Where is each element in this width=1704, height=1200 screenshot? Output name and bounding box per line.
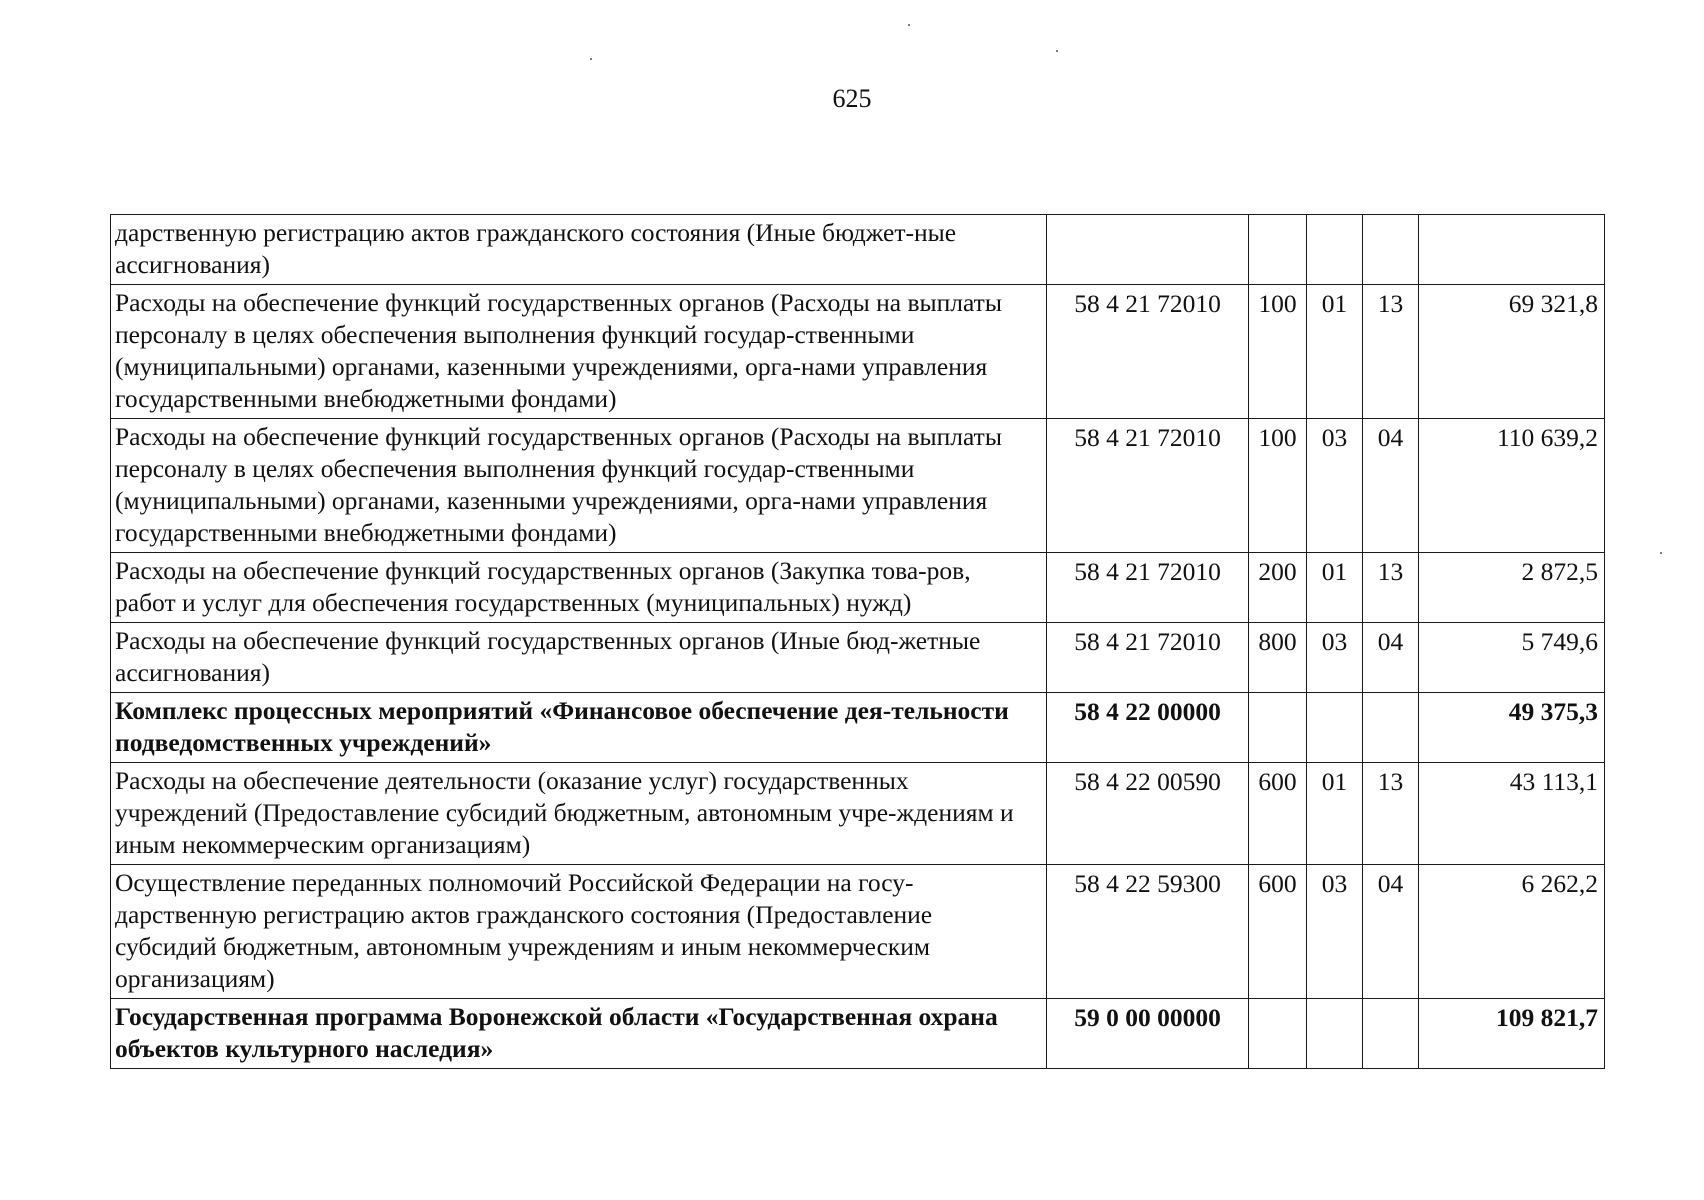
row-amount: 109 821,7	[1419, 999, 1605, 1069]
row-section: 03	[1307, 865, 1363, 999]
row-section: 03	[1307, 623, 1363, 693]
row-subsection: 13	[1363, 285, 1419, 419]
row-subsection: 13	[1363, 553, 1419, 623]
row-amount: 2 872,5	[1419, 553, 1605, 623]
row-expense-type: 100	[1249, 419, 1307, 553]
scan-speck	[590, 58, 592, 60]
row-subsection	[1363, 693, 1419, 763]
row-section	[1307, 693, 1363, 763]
row-description: Государственная программа Воронежской области «Государственная охрана объектов культурного наследия»	[111, 999, 1047, 1069]
row-expense-type: 200	[1249, 553, 1307, 623]
row-target-code: 59 0 00 00000	[1047, 999, 1249, 1069]
budget-table	[110, 214, 1605, 1069]
row-amount: 110 639,2	[1419, 419, 1605, 553]
table-row	[111, 419, 1605, 553]
row-target-code: 58 4 21 72010	[1047, 553, 1249, 623]
table-row	[111, 215, 1605, 285]
row-amount: 43 113,1	[1419, 763, 1605, 865]
table-row	[111, 553, 1605, 623]
row-description: Расходы на обеспечение функций государственных органов (Закупка това-ров, работ и услуг для обеспечения государственных (муниципальных) нужд)	[111, 553, 1047, 623]
row-subsection: 04	[1363, 623, 1419, 693]
row-section: 03	[1307, 419, 1363, 553]
table-row	[111, 623, 1605, 693]
table-row	[111, 763, 1605, 865]
row-description: Расходы на обеспечение деятельности (оказание услуг) государственных учреждений (Предоставление субсидий бюджетным, автономным учре-ждениям и иным некоммерческим организациям)	[111, 763, 1047, 865]
scan-speck	[908, 24, 910, 26]
row-target-code: 58 4 22 00000	[1047, 693, 1249, 763]
row-target-code: 58 4 21 72010	[1047, 419, 1249, 553]
table-row-state-program	[111, 999, 1605, 1069]
row-description: Осуществление переданных полномочий Российской Федерации на госу-дарственную регистрацию актов гражданского состояния (Предоставление субсидий бюджетным, автономным учреждениям и иным некоммерческим организациям)	[111, 865, 1047, 999]
row-description: Расходы на обеспечение функций государственных органов (Расходы на выплаты персоналу в целях обеспечения выполнения функций государ-ственными (муниципальными) органами, казенными учреждениями, орга-нами управления государственными внебюджетными фондами)	[111, 285, 1047, 419]
row-section: 01	[1307, 553, 1363, 623]
row-target-code: 58 4 21 72010	[1047, 285, 1249, 419]
row-expense-type	[1249, 693, 1307, 763]
row-target-code: 58 4 22 00590	[1047, 763, 1249, 865]
row-expense-type: 600	[1249, 763, 1307, 865]
row-subsection	[1363, 215, 1419, 285]
row-description: Расходы на обеспечение функций государственных органов (Иные бюд-жетные ассигнования)	[111, 623, 1047, 693]
row-section: 01	[1307, 285, 1363, 419]
budget-table-body	[111, 215, 1605, 1069]
row-amount	[1419, 215, 1605, 285]
row-expense-type: 600	[1249, 865, 1307, 999]
row-description: Комплекс процессных мероприятий «Финансовое обеспечение дея-тельности подведомственных учреждений»	[111, 693, 1047, 763]
row-expense-type: 100	[1249, 285, 1307, 419]
row-section: 01	[1307, 763, 1363, 865]
row-section	[1307, 999, 1363, 1069]
row-subsection	[1363, 999, 1419, 1069]
row-expense-type	[1249, 215, 1307, 285]
row-description: дарственную регистрацию актов гражданского состояния (Иные бюджет-ные ассигнования)	[111, 215, 1047, 285]
row-target-code	[1047, 215, 1249, 285]
table-row	[111, 285, 1605, 419]
row-description: Расходы на обеспечение функций государственных органов (Расходы на выплаты персоналу в целях обеспечения выполнения функций государ-ственными (муниципальными) органами, казенными учреждениями, орга-нами управления государственными внебюджетными фондами)	[111, 419, 1047, 553]
row-subsection: 04	[1363, 419, 1419, 553]
table-row	[111, 865, 1605, 999]
row-amount: 5 749,6	[1419, 623, 1605, 693]
table-row-program-complex	[111, 693, 1605, 763]
row-subsection: 04	[1363, 865, 1419, 999]
row-amount: 6 262,2	[1419, 865, 1605, 999]
row-expense-type: 800	[1249, 623, 1307, 693]
row-expense-type	[1249, 999, 1307, 1069]
row-target-code: 58 4 22 59300	[1047, 865, 1249, 999]
row-amount: 69 321,8	[1419, 285, 1605, 419]
scan-speck	[1056, 50, 1058, 52]
row-subsection: 13	[1363, 763, 1419, 865]
row-target-code: 58 4 21 72010	[1047, 623, 1249, 693]
row-section	[1307, 215, 1363, 285]
row-amount: 49 375,3	[1419, 693, 1605, 763]
page-number: 625	[832, 84, 872, 113]
scan-speck	[1660, 552, 1662, 554]
